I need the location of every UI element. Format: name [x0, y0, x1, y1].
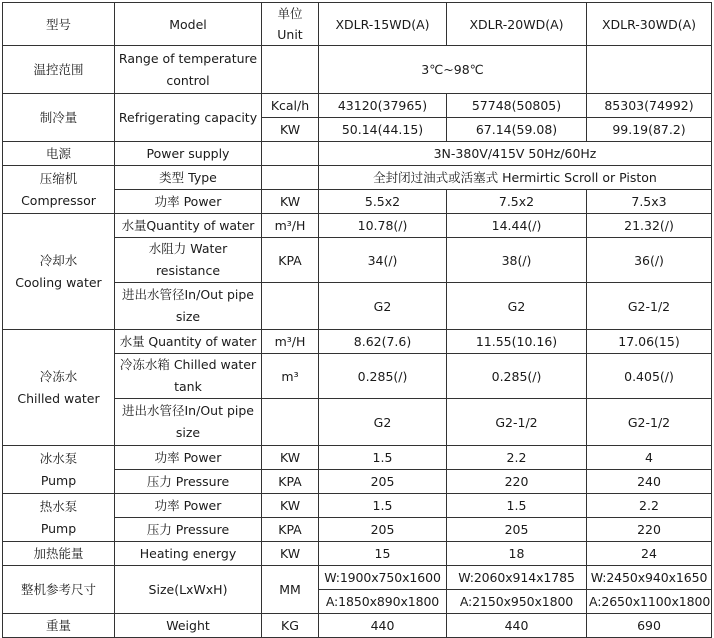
compressor-type-label: 类型 Type	[115, 166, 262, 190]
cooling-water-row-label: 水阻力 Water resistance	[115, 238, 262, 283]
compressor-cn: 压缩机	[39, 170, 78, 186]
hot-pump-power-row	[3, 494, 712, 518]
spec-table	[2, 2, 712, 638]
chilled-water-value: G2-1/2	[587, 399, 712, 446]
header-model-1: XDLR-15WD(A)	[319, 3, 447, 46]
chilled-water-value: 0.285(/)	[319, 354, 447, 399]
cooling-water-value: 34(/)	[319, 238, 447, 283]
ice-pump-value: 240	[587, 470, 712, 494]
chilled-water-value: G2	[319, 399, 447, 446]
weight-row	[3, 614, 712, 638]
size-a-value: A:2150x950x1800	[447, 590, 587, 614]
ice-pump-value: 205	[319, 470, 447, 494]
header-row	[3, 3, 712, 46]
power-supply-en: Power supply	[115, 142, 262, 166]
size-en: Size(LxWxH)	[115, 566, 262, 614]
size-w-value: W:2060x914x1785	[447, 566, 587, 590]
size-w-value: W:2450x940x1650	[587, 566, 712, 590]
cooling-water-value: 21.32(/)	[587, 214, 712, 238]
header-model-en: Model	[115, 3, 262, 46]
heating-row	[3, 542, 712, 566]
chilled-water-quantity-row	[3, 330, 712, 354]
temp-range-value: 3℃~98℃	[319, 46, 587, 94]
heating-value: 15	[319, 542, 447, 566]
size-row-w	[3, 566, 712, 590]
cooling-capacity-cn: 制冷量	[3, 94, 115, 142]
power-supply-cn: 电源	[3, 142, 115, 166]
compressor-power-value: 7.5x3	[587, 190, 712, 214]
heating-value: 24	[587, 542, 712, 566]
ice-pump-value: 4	[587, 446, 712, 470]
hot-pump-row-label: 功率 Power	[115, 494, 262, 518]
cooling-water-value: 38(/)	[447, 238, 587, 283]
ice-pump-power-row	[3, 446, 712, 470]
weight-cn: 重量	[3, 614, 115, 638]
power-supply-row	[3, 142, 712, 166]
heating-en: Heating energy	[115, 542, 262, 566]
ice-pump-row-unit: KPA	[262, 470, 319, 494]
cooling-capacity-unit: KW	[262, 118, 319, 142]
power-supply-unit	[262, 142, 319, 166]
chilled-water-row-unit: m³	[262, 354, 319, 399]
chilled-water-en: Chilled water	[17, 390, 100, 406]
chilled-water-value: 11.55(10.16)	[447, 330, 587, 354]
cooling-water-quantity-row	[3, 214, 712, 238]
cooling-capacity-value: 57748(50805)	[447, 94, 587, 118]
cooling-water-value: 10.78(/)	[319, 214, 447, 238]
cooling-water-en: Cooling water	[15, 274, 102, 290]
ice-pump-value: 220	[447, 470, 587, 494]
cooling-capacity-row-kcal	[3, 94, 712, 118]
size-a-value: A:1850x890x1800	[319, 590, 447, 614]
cooling-capacity-value: 43120(37965)	[319, 94, 447, 118]
temp-range-en: Range of temperature control	[115, 46, 262, 94]
cooling-water-value: 14.44(/)	[447, 214, 587, 238]
header-model-cn: 型号	[3, 3, 115, 46]
compressor-power-value: 5.5x2	[319, 190, 447, 214]
chilled-water-row-label: 冷冻水箱 Chilled water tank	[115, 354, 262, 399]
chilled-water-row-unit	[262, 399, 319, 446]
temp-range-cn: 温控范围	[3, 46, 115, 94]
hot-pump-value: 220	[587, 518, 712, 542]
compressor-power-label: 功率 Power	[115, 190, 262, 214]
ice-pump-row-label: 功率 Power	[115, 446, 262, 470]
chilled-water-value: 0.285(/)	[447, 354, 587, 399]
temp-range-unit	[262, 46, 319, 94]
temp-range-row	[3, 46, 712, 94]
cooling-water-row-label: 进出水管径In/Out pipe size	[115, 283, 262, 330]
spec-sheet	[2, 2, 711, 633]
hot-pump-value: 1.5	[319, 494, 447, 518]
chilled-water-value: G2-1/2	[447, 399, 587, 446]
compressor-type-row	[3, 166, 712, 190]
ice-pump-label	[3, 446, 115, 494]
header-unit: 单位 Unit	[262, 3, 319, 46]
size-w-value: W:1900x750x1600	[319, 566, 447, 590]
cooling-capacity-unit: Kcal/h	[262, 94, 319, 118]
cooling-capacity-en: Refrigerating capacity	[115, 94, 262, 142]
chilled-water-value: 0.405(/)	[587, 354, 712, 399]
cooling-water-row-unit	[262, 283, 319, 330]
hot-pump-value: 205	[319, 518, 447, 542]
hot-pump-row-label: 压力 Pressure	[115, 518, 262, 542]
ice-pump-en: Pump	[40, 472, 77, 488]
weight-value: 690	[587, 614, 712, 638]
size-a-value: A:2650x1100x1800	[587, 590, 712, 614]
cooling-capacity-value: 99.19(87.2)	[587, 118, 712, 142]
chilled-water-cn: 冷冻水	[39, 368, 78, 384]
weight-value: 440	[447, 614, 587, 638]
cooling-capacity-value: 50.14(44.15)	[319, 118, 447, 142]
cooling-water-cn: 冷却水	[39, 252, 78, 268]
temp-range-empty	[587, 46, 712, 94]
compressor-label	[3, 166, 115, 214]
hot-pump-value: 205	[447, 518, 587, 542]
compressor-power-value: 7.5x2	[447, 190, 587, 214]
ice-pump-value: 1.5	[319, 446, 447, 470]
chilled-water-row-label: 进出水管径In/Out pipe size	[115, 399, 262, 446]
heating-value: 18	[447, 542, 587, 566]
cooling-water-value: 36(/)	[587, 238, 712, 283]
cooling-water-row-unit: m³/H	[262, 214, 319, 238]
size-unit: MM	[262, 566, 319, 614]
cooling-water-row-unit: KPA	[262, 238, 319, 283]
chilled-water-row-label: 水量 Quantity of water	[115, 330, 262, 354]
weight-unit: KG	[262, 614, 319, 638]
hot-pump-en: Pump	[40, 520, 77, 536]
hot-pump-label	[3, 494, 115, 542]
cooling-capacity-value: 67.14(59.08)	[447, 118, 587, 142]
compressor-type-unit	[262, 166, 319, 190]
chilled-water-value: 17.06(15)	[587, 330, 712, 354]
weight-en: Weight	[115, 614, 262, 638]
chilled-water-row-unit: m³/H	[262, 330, 319, 354]
power-supply-value: 3N-380V/415V 50Hz/60Hz	[319, 142, 712, 166]
hot-pump-row-unit: KW	[262, 494, 319, 518]
header-model-2: XDLR-20WD(A)	[447, 3, 587, 46]
heating-cn: 加热能量	[3, 542, 115, 566]
cooling-water-row-label: 水量Quantity of water	[115, 214, 262, 238]
ice-pump-row-label: 压力 Pressure	[115, 470, 262, 494]
cooling-water-label	[3, 214, 115, 330]
weight-value: 440	[319, 614, 447, 638]
ice-pump-cn: 冰水泵	[39, 450, 78, 466]
chilled-water-label	[3, 330, 115, 446]
ice-pump-row-unit: KW	[262, 446, 319, 470]
compressor-en: Compressor	[21, 192, 96, 208]
hot-pump-value: 2.2	[587, 494, 712, 518]
chilled-water-value: 8.62(7.6)	[319, 330, 447, 354]
hot-pump-cn: 热水泵	[39, 498, 78, 514]
cooling-water-value: G2-1/2	[587, 283, 712, 330]
cooling-water-value: G2	[447, 283, 587, 330]
size-cn: 整机参考尺寸	[3, 566, 115, 614]
cooling-water-value: G2	[319, 283, 447, 330]
heating-unit: KW	[262, 542, 319, 566]
cooling-capacity-value: 85303(74992)	[587, 94, 712, 118]
hot-pump-value: 1.5	[447, 494, 587, 518]
hot-pump-row-unit: KPA	[262, 518, 319, 542]
compressor-power-unit: KW	[262, 190, 319, 214]
ice-pump-value: 2.2	[447, 446, 587, 470]
header-model-3: XDLR-30WD(A)	[587, 3, 712, 46]
compressor-type-value: 全封闭过油式或活塞式 Hermirtic Scroll or Piston	[319, 166, 712, 190]
